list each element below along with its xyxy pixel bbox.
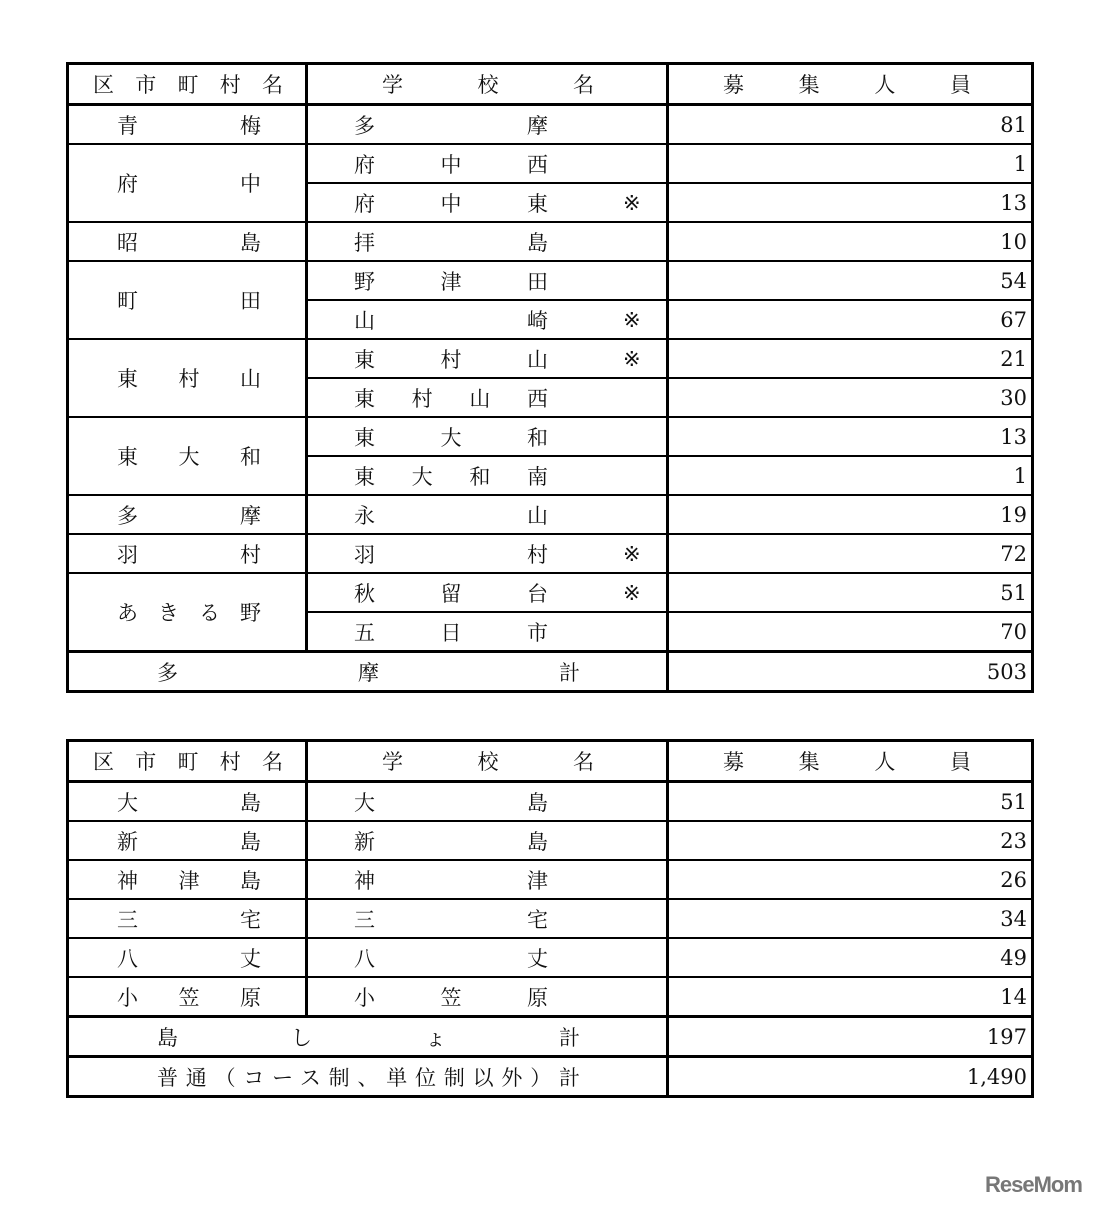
- tama-table: [66, 62, 1034, 693]
- capacity-cell: [668, 860, 1033, 899]
- table-row: [68, 495, 1033, 534]
- school-cell-text: 山崎: [354, 308, 548, 333]
- school-cell-text: 五日市: [354, 620, 548, 645]
- municipality-cell-text: 町田: [117, 289, 261, 313]
- school-cell-text: 秋留台: [354, 581, 548, 606]
- capacity-cell: [668, 938, 1033, 977]
- school-cell-text: 府中西: [354, 152, 548, 177]
- municipality-cell: [68, 899, 307, 938]
- school-cell-text: 大島: [354, 790, 548, 815]
- school-cell: [307, 938, 668, 977]
- total-count: [668, 1017, 1033, 1057]
- header-municipality: [68, 64, 307, 105]
- table-row: [68, 534, 1033, 573]
- municipality-cell: [68, 573, 307, 652]
- table-row: [68, 860, 1033, 899]
- header-capacity-text: 募集人員: [723, 73, 971, 97]
- capacity-cell-text: 34: [1000, 906, 1027, 931]
- school-cell: [307, 300, 668, 339]
- municipality-cell-text: 大島: [117, 790, 261, 815]
- capacity-cell: [668, 183, 1033, 222]
- header-row: [68, 741, 1033, 782]
- school-cell: [307, 534, 668, 573]
- note-mark: ※: [623, 346, 641, 371]
- municipality-cell: [68, 977, 307, 1017]
- header-capacity: [668, 64, 1033, 105]
- total-label-text: 島しょ計: [157, 1025, 580, 1050]
- capacity-cell-text: 23: [1000, 828, 1027, 853]
- note-mark: ※: [623, 541, 641, 566]
- school-cell: [307, 456, 668, 495]
- total-label: [68, 1057, 668, 1097]
- total-row: [68, 652, 1033, 692]
- school-cell: [307, 417, 668, 456]
- table-row: [68, 417, 1033, 456]
- capacity-cell-text: 30: [1000, 385, 1027, 410]
- school-cell: [307, 261, 668, 300]
- capacity-cell-text: 51: [1000, 580, 1027, 605]
- total-label-text: 普通（コース制、単位制以外）計: [157, 1065, 580, 1090]
- municipality-cell-text: 羽村: [117, 542, 261, 567]
- capacity-cell-text: 72: [1000, 541, 1027, 566]
- total-label: [68, 652, 668, 692]
- municipality-cell: [68, 495, 307, 534]
- municipality-cell: [68, 860, 307, 899]
- capacity-cell: [668, 222, 1033, 261]
- header-school: [307, 741, 668, 782]
- total-label-text: 多摩計: [157, 660, 580, 685]
- capacity-cell-text: 19: [1000, 502, 1027, 527]
- note-mark: ※: [623, 307, 641, 332]
- school-cell: [307, 573, 668, 612]
- capacity-cell-text: 54: [1000, 268, 1027, 293]
- islands-table: [66, 739, 1034, 1098]
- capacity-cell: [668, 782, 1033, 822]
- table-row: [68, 105, 1033, 145]
- table-row: [68, 938, 1033, 977]
- header-municipality-text: 区市町村名: [93, 73, 283, 97]
- municipality-cell-text: 青梅: [117, 113, 261, 138]
- capacity-cell: [668, 105, 1033, 145]
- total-count-text: 1,490: [966, 1064, 1027, 1089]
- table-row: [68, 144, 1033, 183]
- school-cell-text: 東村山: [354, 347, 548, 372]
- school-cell-text: 東村山西: [354, 386, 548, 411]
- table-row: [68, 339, 1033, 378]
- total-label: [68, 1017, 668, 1057]
- capacity-cell: [668, 261, 1033, 300]
- municipality-cell: [68, 534, 307, 573]
- capacity-cell: [668, 417, 1033, 456]
- municipality-cell-text: 三宅: [117, 907, 261, 932]
- school-cell: [307, 495, 668, 534]
- capacity-cell-text: 13: [1000, 424, 1027, 449]
- municipality-cell-text: あきる野: [117, 601, 261, 625]
- municipality-cell-text: 神津島: [117, 868, 261, 893]
- total-count-text: 503: [986, 659, 1027, 684]
- school-cell: [307, 821, 668, 860]
- capacity-cell-text: 10: [1000, 229, 1027, 254]
- municipality-cell-text: 府中: [117, 172, 261, 196]
- capacity-cell: [668, 144, 1033, 183]
- municipality-cell-text: 東村山: [117, 367, 261, 391]
- municipality-cell-text: 多摩: [117, 503, 261, 528]
- school-cell: [307, 183, 668, 222]
- table-row: [68, 222, 1033, 261]
- school-cell: [307, 339, 668, 378]
- school-cell-text: 永山: [354, 503, 548, 528]
- capacity-cell-text: 21: [1000, 346, 1027, 371]
- header-capacity-text: 募集人員: [723, 750, 971, 774]
- capacity-cell: [668, 300, 1033, 339]
- total-row: [68, 1017, 1033, 1057]
- capacity-cell-text: 14: [1000, 984, 1027, 1009]
- capacity-cell: [668, 612, 1033, 652]
- school-cell-text: 羽村: [354, 542, 548, 567]
- capacity-cell: [668, 339, 1033, 378]
- total-row: [68, 1057, 1033, 1097]
- capacity-cell: [668, 573, 1033, 612]
- header-school-text: 学校名: [382, 73, 594, 97]
- total-count: [668, 652, 1033, 692]
- table-row: [68, 261, 1033, 300]
- resemom-logo: ReseMom: [985, 1172, 1082, 1197]
- municipality-cell-text: 八丈: [117, 946, 261, 971]
- school-cell: [307, 612, 668, 652]
- table-row: [68, 899, 1033, 938]
- note-mark: ※: [623, 580, 641, 605]
- school-cell: [307, 860, 668, 899]
- school-cell-text: 小笠原: [354, 985, 548, 1010]
- capacity-cell: [668, 977, 1033, 1017]
- header-municipality: [68, 741, 307, 782]
- capacity-cell: [668, 495, 1033, 534]
- school-cell-text: 野津田: [354, 269, 548, 294]
- school-cell: [307, 222, 668, 261]
- header-school: [307, 64, 668, 105]
- header-capacity: [668, 741, 1033, 782]
- capacity-cell-text: 70: [1000, 619, 1027, 644]
- capacity-cell-text: 1: [1013, 151, 1027, 176]
- school-cell: [307, 782, 668, 822]
- municipality-cell: [68, 938, 307, 977]
- table-row: [68, 573, 1033, 612]
- capacity-cell: [668, 378, 1033, 417]
- header-row: [68, 64, 1033, 105]
- municipality-cell: [68, 339, 307, 417]
- municipality-cell: [68, 144, 307, 222]
- municipality-cell-text: 昭島: [117, 230, 261, 255]
- capacity-cell-text: 81: [1000, 112, 1027, 137]
- school-cell: [307, 105, 668, 145]
- school-cell-text: 東大和: [354, 425, 548, 450]
- capacity-cell: [668, 456, 1033, 495]
- capacity-cell: [668, 821, 1033, 860]
- municipality-cell: [68, 782, 307, 822]
- municipality-cell-text: 小笠原: [117, 985, 261, 1010]
- note-mark: ※: [623, 190, 641, 215]
- municipality-cell: [68, 417, 307, 495]
- school-cell-text: 府中東: [354, 191, 548, 216]
- school-cell-text: 東大和南: [354, 464, 548, 489]
- municipality-cell: [68, 222, 307, 261]
- table-row: [68, 821, 1033, 860]
- table-row: [68, 782, 1033, 822]
- school-cell-text: 多摩: [354, 113, 548, 138]
- municipality-cell: [68, 821, 307, 860]
- school-cell: [307, 144, 668, 183]
- capacity-cell: [668, 534, 1033, 573]
- total-count: [668, 1057, 1033, 1097]
- school-cell: [307, 899, 668, 938]
- header-school-text: 学校名: [382, 750, 594, 774]
- municipality-cell-text: 新島: [117, 829, 261, 854]
- capacity-cell-text: 26: [1000, 867, 1027, 892]
- municipality-cell: [68, 105, 307, 145]
- school-cell-text: 拝島: [354, 230, 548, 255]
- capacity-cell-text: 13: [1000, 190, 1027, 215]
- school-cell-text: 新島: [354, 829, 548, 854]
- capacity-cell-text: 51: [1000, 789, 1027, 814]
- municipality-cell-text: 東大和: [117, 445, 261, 469]
- header-municipality-text: 区市町村名: [93, 750, 283, 774]
- total-count-text: 197: [986, 1024, 1027, 1049]
- capacity-cell-text: 49: [1000, 945, 1027, 970]
- table-row: [68, 977, 1033, 1017]
- school-cell-text: 八丈: [354, 946, 548, 971]
- school-cell-text: 神津: [354, 868, 548, 893]
- school-cell: [307, 378, 668, 417]
- capacity-cell: [668, 899, 1033, 938]
- municipality-cell: [68, 261, 307, 339]
- school-cell-text: 三宅: [354, 907, 548, 932]
- capacity-cell-text: 67: [1000, 307, 1027, 332]
- school-cell: [307, 977, 668, 1017]
- capacity-cell-text: 1: [1013, 463, 1027, 488]
